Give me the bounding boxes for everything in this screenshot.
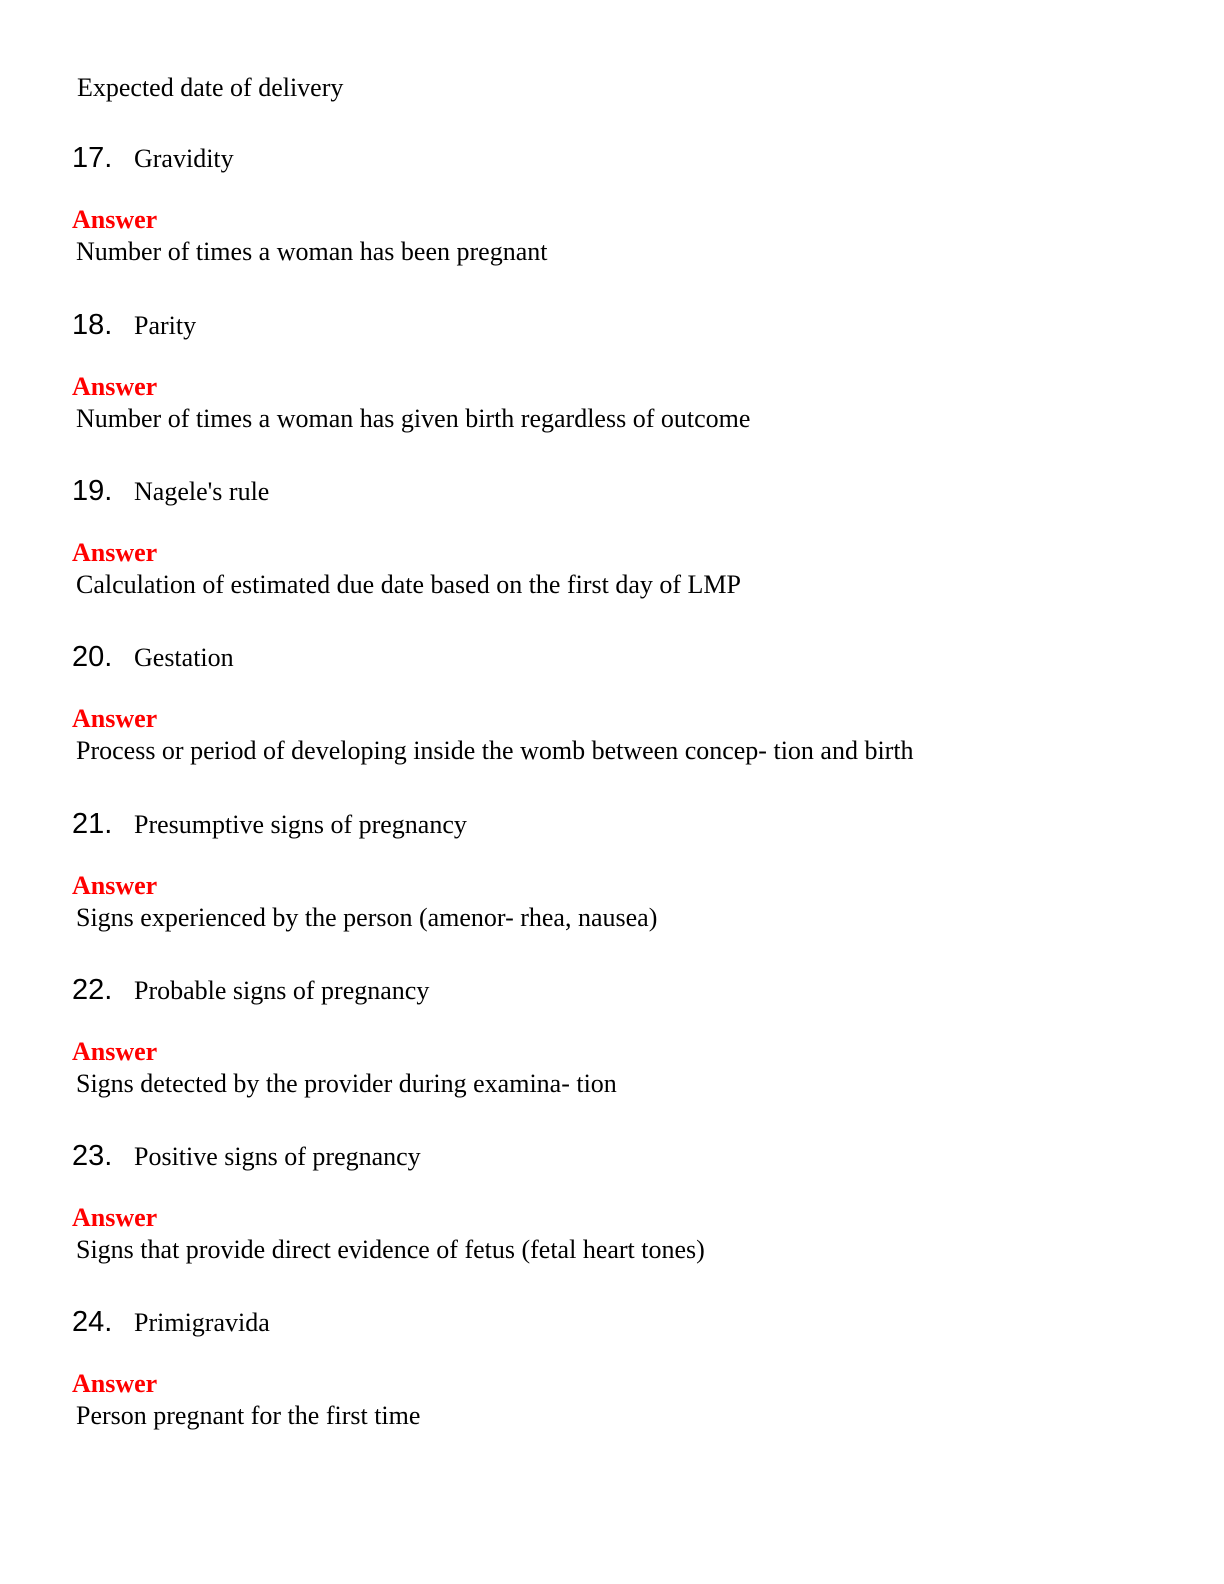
question-number: 23.	[72, 1140, 113, 1172]
answer-text: Calculation of estimated due date based on the first day of LMP	[76, 570, 741, 599]
question-number: 18.	[72, 309, 113, 341]
question-term: Primigravida	[134, 1308, 270, 1337]
answer-label: Answer	[72, 1203, 158, 1232]
answer-label: Answer	[72, 538, 158, 567]
answer-label: Answer	[72, 1037, 158, 1066]
answer-text: Process or period of developing inside the womb between concep- tion and birth	[76, 736, 914, 765]
question-term: Probable signs of pregnancy	[134, 976, 430, 1005]
answer-text: Signs experienced by the person (amenor- rhea, nausea)	[76, 903, 658, 932]
question-term: Nagele's rule	[134, 477, 270, 506]
question-number: 21.	[72, 808, 113, 840]
question	[72, 807, 467, 842]
question-term: Positive signs of pregnancy	[134, 1142, 421, 1171]
question-term: Gravidity	[134, 144, 234, 173]
question-number: 20.	[72, 641, 113, 673]
answer-text: Signs detected by the provider during examina- tion	[76, 1069, 617, 1098]
answer-label: Answer	[72, 1369, 158, 1398]
answer-text: Number of times a woman has given birth regardless of outcome	[76, 404, 751, 433]
question	[72, 141, 234, 176]
answer-label: Answer	[72, 205, 158, 234]
question	[72, 1139, 421, 1174]
answer-text: Signs that provide direct evidence of fetus (fetal heart tones)	[76, 1235, 705, 1264]
answer-label: Answer	[72, 372, 158, 401]
question-term: Gestation	[134, 643, 234, 672]
question	[72, 973, 429, 1008]
question	[72, 1305, 270, 1340]
carryover-answer-text: Expected date of delivery	[77, 73, 344, 102]
question-term: Presumptive signs of pregnancy	[134, 810, 467, 839]
answer-text: Person pregnant for the first time	[76, 1401, 421, 1430]
question-number: 17.	[72, 142, 113, 174]
question	[72, 308, 196, 343]
answer-label: Answer	[72, 871, 158, 900]
answer-text: Number of times a woman has been pregnant	[76, 237, 548, 266]
question-number: 24.	[72, 1306, 113, 1338]
question	[72, 474, 269, 509]
question-number: 22.	[72, 974, 113, 1006]
answer-label: Answer	[72, 704, 158, 733]
question-number: 19.	[72, 475, 113, 507]
question	[72, 640, 234, 675]
question-term: Parity	[134, 311, 197, 340]
